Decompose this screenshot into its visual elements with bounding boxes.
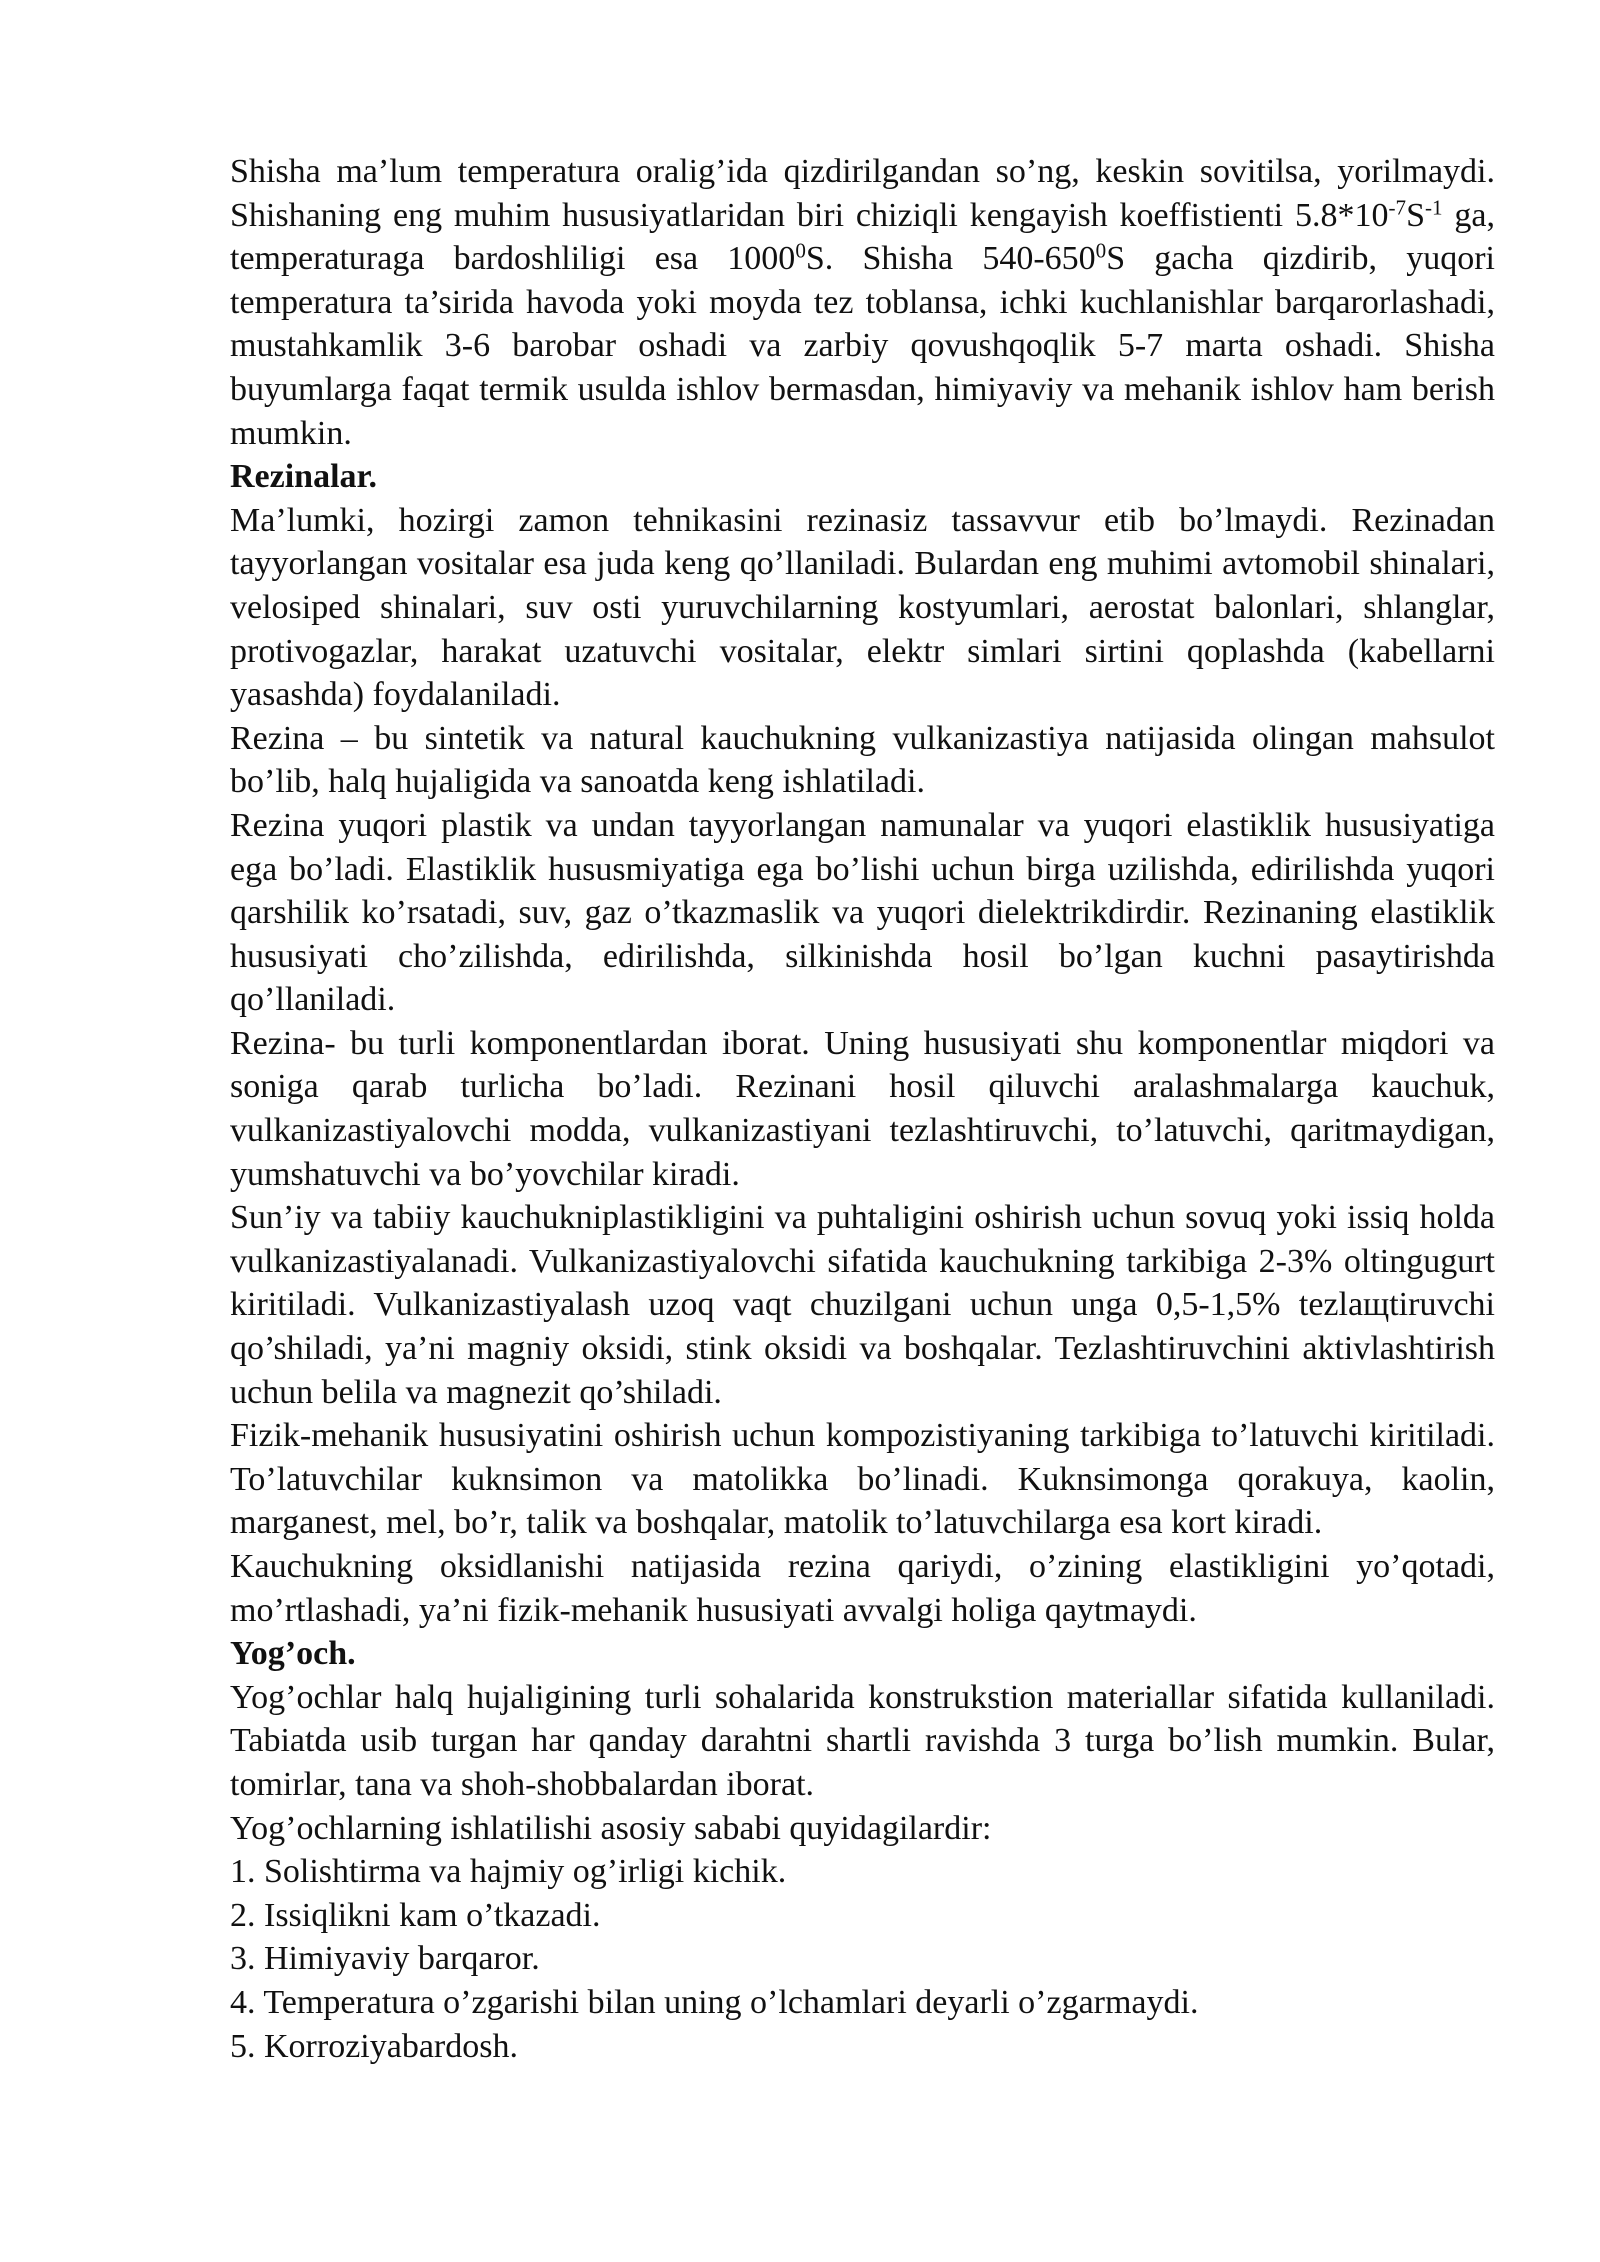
shisha-paragraph (230, 150, 1495, 455)
superscript: 0 (795, 238, 806, 263)
rezinalar-paragraph: Rezina- bu turli komponentlardan iborat. Uning hususiyati shu komponentlar miqdori va soniga qarab turlicha bo’ladi. Rezinani hosil qiluvchi aralashmalarga kauchuk, vulkanizastiyalovchi modda, vulkanizastiyani tezlashtiruvchi, to’latuvchi, qaritmaydigan, yumshatuvchi va bo’yovchilar kiradi. (230, 1024, 1495, 1193)
list-item: 2. Issiqlikni kam o’tkazadi. (230, 1896, 601, 1934)
superscript: -7 (1388, 195, 1407, 219)
superscript: -1 (1424, 195, 1443, 219)
section-heading-yogoch: Yog’och. (230, 1635, 356, 1673)
yogoch-paragraph: Yog’ochlar halq hujaligining turli sohalarida konstrukstion materiallar sifatida kullaniladi. Tabiatda usib turgan har qanday darahtni shartli ravishda 3 turga bo’lish mumkin. Bular, tomirlar, tana va shoh-shobbalardan iborat. (230, 1678, 1495, 1803)
yogoch-paragraph: Yog’ochlarning ishlatilishi asosiy sababi quyidagilardir: (230, 1809, 992, 1847)
document-page (230, 150, 1495, 2068)
rezinalar-paragraph: Rezina yuqori plastik va undan tayyorlangan namunalar va yuqori elastiklik hususiyatiga ega bo’ladi. Elastiklik hususmiyatiga ega bo’lishi uchun birga uzilishda, edirilishda yuqori qarshilik ko’rsatadi, suv, gaz o’tkazmaslik va yuqori dielektrikdirdir. Rezinaning elastiklik hususiyati cho’zilishda, edirilishda, silkinishda hosil bo’lgan kuchni pasaytirishda qo’llaniladi. (230, 806, 1495, 1019)
list-item: 1. Solishtirma va hajmiy og’irligi kichik. (230, 1853, 787, 1891)
rezinalar-paragraph: Rezina – bu sintetik va natural kauchukning vulkanizastiya natijasida olingan mahsulot bo’lib, halq hujaligida va sanoatda keng ishlatiladi. (230, 719, 1495, 801)
text-run: S. Shisha 540-650 (805, 240, 1096, 278)
list-item: 5. Korroziyabardosh. (230, 2027, 518, 2065)
rezinalar-paragraph: Fizik-mehanik hususiyatini oshirish uchun kompozistiyaning tarkibiga to’latuvchi kiritiladi. To’latuvchilar kuknsimon va matolikka bo’linadi. Kuknsimonga qorakuya, kaolin, marganest, mel, bo’r, talik va boshqalar, matolik to’latuvchilarga esa kort kiradi. (230, 1417, 1495, 1542)
rezinalar-paragraph: Kauchukning oksidlanishi natijasida rezina qariydi, o’zining elastikligini yo’qotadi, mo’rtlashadi, ya’ni fizik-mehanik hususiyati avvalgi holiga qaytmaydi. (230, 1548, 1495, 1629)
list-item: 3. Himiyaviy barqaror. (230, 1940, 540, 1978)
rezinalar-paragraph: Ma’lumki, hozirgi zamon tehnikasini rezinasiz tassavvur etib bo’lmaydi. Rezinadan tayyorlangan vositalar esa juda keng qo’llaniladi. Bulardan eng muhimi avtomobil shinalari, velosiped shinalari, suv osti yuruvchilarning kostyumlari, aerostat balonlari, shlanglar, protivogazlar, harakat uzatuvchi vositalar, elektr simlari sirtini qoplashda (kabellarni yasashda) foydalaniladi. (230, 501, 1495, 714)
list-item: 4. Temperatura o’zgarishi bilan uning o’lchamlari deyarli o’zgarmaydi. (230, 1983, 1199, 2021)
text-run: Shisha ma’lum temperatura oralig’ida qizdirilgandan so’ng, keskin sovitilsa, yorilmaydi. Shishaning eng muhim hususiyatlaridan biri chiziqli kengayish koeffistienti 5.8*10 (230, 153, 1495, 234)
text-run: S (1406, 196, 1425, 234)
text-run: S gacha qizdirib, yuqori temperatura ta’sirida havoda yoki moyda tez toblansa, ichki kuchlanishlar barqarorlashadi, mustahkamlik 3-6 barobar oshadi va zarbiy qovushqoqlik 5-7 marta oshadi. Shisha buyumlarga faqat termik usulda ishlov bermasdan, himiyaviy va mehanik ishlov ham berish mumkin. (230, 240, 1495, 452)
text-run: ga, temperaturaga bardoshliligi esa 1000 (230, 196, 1495, 278)
superscript: 0 (1095, 238, 1107, 263)
section-heading-rezinalar: Rezinalar. (230, 458, 378, 496)
rezinalar-paragraph: Sun’iy va tabiiy kauchukniplastikligini va puhtaligini oshirish uchun sovuq yoki issiq holda vulkanizastiyalanadi. Vulkanizastiyalovchi sifatida kauchukning tarkibiga 2-3% oltingugurt kiritiladi. Vulkanizastiyalash uzoq vaqt chuzilgani uchun unga 0,5-1,5% tezlaщtiruvchi qo’shiladi, ya’ni magniy oksidi, stink oksidi va boshqalar. Tezlashtiruvchini aktivlashtirish uchun belila va magnezit qo’shiladi. (230, 1199, 1495, 1411)
